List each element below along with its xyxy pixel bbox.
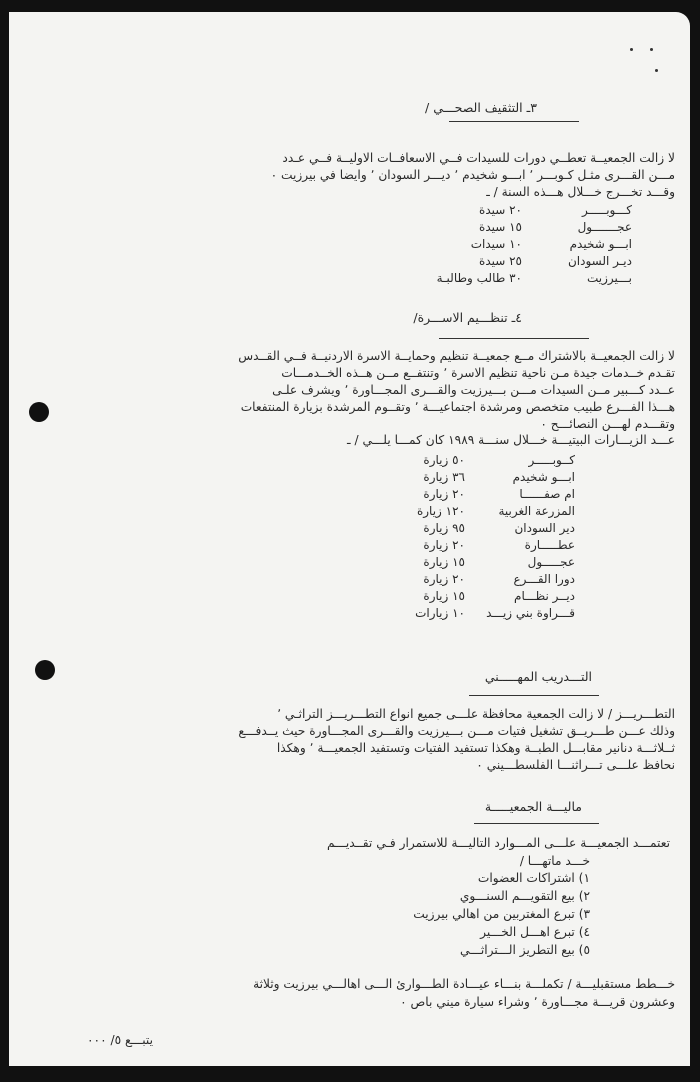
finance-intro-line: خـــد ماتهـــا /: [519, 854, 590, 868]
speck: [630, 48, 633, 51]
visits-row: دورا القـــرع٢٠ زيارة: [423, 572, 575, 586]
section-3-line: لا زالت الجمعيــة تعطــي دورات للسيدات فــي الاسعافــات الاوليــة فــي عـدد: [282, 151, 675, 165]
section-4-line: وتقـــدم لهـــن النصائـــح ٠: [540, 417, 675, 431]
future-plans-line: خـــطط مستقبليـــة / تكملـــة بنـــاء عيـــادة الطـــوارئ الـــى اهالـــي بيرزيت وثلاثة: [253, 977, 675, 991]
heading-underline: [469, 695, 599, 696]
section-4-line: تقـدم خــدمات جيدة مـن ناحية تنظيم الاسرة ٬ وتنتفــع مــن هــذه الخــدمـــات: [281, 366, 675, 380]
section-4-heading: ٤ـ تنظـــيم الاســـرة/: [413, 310, 522, 325]
section-4-line: عـــد الزيـــارات البيتيـــة خـــلال سنـــة ١٩٨٩ كان كمـــا يلـــي / ـ: [347, 433, 675, 447]
section-3-heading: ٣ـ التثقيف الصحـــي /: [425, 100, 537, 115]
heading-underline: [474, 823, 599, 824]
section-4-line: لا زالت الجمعيــة بالاشتراك مــع جمعيــة تنظيم وحمايــة الاسرة الاردنيــة فــي القــدس: [238, 349, 675, 363]
speck: [650, 48, 653, 51]
finance-list-item: ٥) بيع التطريز الـــتراثـــي: [460, 943, 590, 957]
visits-row: كــوبـــــر٥٠ زيارة: [423, 453, 575, 467]
vocational-line: التطـــريـــز / لا زالت الجمعية محافظة علـــى جميع انواع التطـــريـــز التراثـي ٬: [277, 707, 675, 721]
finance-list-item: ٤) تبرع اهـــل الخـــير: [480, 925, 590, 939]
heading-underline: [449, 121, 579, 122]
vocational-heading: التـــدريب المهـــــني: [484, 669, 592, 684]
finance-intro-line: تعتمـــد الجمعيـــة علـــى المـــوارد التاليـــة للاستمرار فـي تقــديـــم: [327, 836, 670, 850]
visits-row: عجـــــول١٥ زيارة: [423, 555, 575, 569]
graduates-row: بـــيرزيت٣٠ طالب وطالبـة: [436, 271, 632, 285]
visits-row: ام صفــــــا٢٠ زيارة: [423, 487, 575, 501]
future-plans-line: وعشرون قريـــة مجـــاورة ٬ وشراء سيارة ميني باص ٠: [400, 995, 675, 1009]
section-3-line: مـــن القـــرى مثـل كـوبـــر ٬ ابـــو شخيدم ٬ ديـــر السودان ٬ وايضا في بيرزيت ٠: [270, 168, 675, 182]
visits-row: قـــراوة بني زيـــد١٠ زيارات: [415, 606, 575, 620]
speck: [655, 69, 658, 72]
section-4-line: هـــذا الفـــرع طبيب متخصص ومرشدة اجتماعيـــة ٬ وتقــوم المرشدة بزيارة المنتفعات: [240, 400, 675, 414]
graduates-row: عجـــــــول١٥ سيدة: [479, 220, 632, 234]
vocational-line: وذلك عـــن طـــريــق تشغيل فتيات مـــن بـــيرزيت والقـــرى المجـــاورة حيث يــدفـــع: [238, 724, 675, 738]
punch-hole: [29, 402, 49, 422]
finance-list-item: ١) اشتراكات العضوات: [477, 871, 590, 885]
section-4-line: عــدد كـــبير مــن السيدات مـــن بـــيرزيت والقـــرى المجـــاورة ٬ ويشرف علـى: [272, 383, 675, 397]
graduates-row: ديـر السودان٢٥ سيدة: [479, 254, 632, 268]
continued-note: يتبـــع ٥/ ٠٠٠: [87, 1033, 153, 1047]
visits-row: عطـــــارة٢٠ زيارة: [423, 538, 575, 552]
graduates-row: كـــوبـــــر٢٠ سيدة: [479, 203, 632, 217]
punch-hole: [35, 660, 55, 680]
visits-row: ديــر نظـــام١٥ زيارة: [423, 589, 575, 603]
finance-list-item: ٢) بيع التقويـــم السنـــوي: [459, 889, 590, 903]
vocational-line: نحافظ علـــى تـــراثنـــا الفلسطـــيني ٠: [476, 758, 675, 772]
graduates-row: ابـــو شخيدم١٠ سيدات: [470, 237, 632, 251]
heading-underline: [439, 338, 589, 339]
visits-row: ابـــو شخيدم٣٦ زيارة: [423, 470, 575, 484]
finance-list-item: ٣) تبرع المغتربين من اهالي بيرزيت: [413, 907, 590, 921]
visits-row: دير السودان٩٥ زيارة: [423, 521, 575, 535]
visits-row: المزرعة الغربية١٢٠ زيارة: [416, 504, 575, 518]
vocational-line: ثــلاثـــة دنانير مقابـــل الطبــة وهكذا تستفيد الفتيات وتستفيد الجمعيـــة ٬ وهكذا: [276, 741, 675, 755]
section-3-line: وقـــد تخـــرج خـــلال هـــذه السنة / ـ: [486, 185, 675, 199]
document-page: [9, 12, 690, 1066]
finance-heading: ماليـــة الجمعيـــــة: [484, 799, 582, 814]
